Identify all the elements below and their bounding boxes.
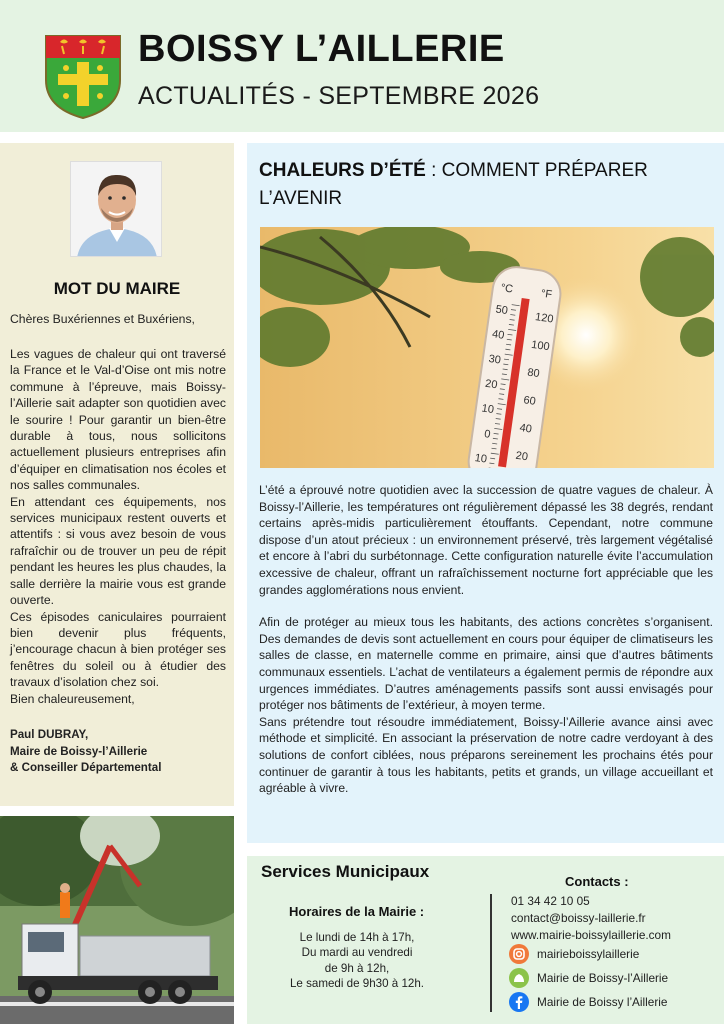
facebook-link[interactable] [509,992,667,1012]
page-subtitle: ACTUALITÉS - SEPTEMBRE 2026 [138,82,540,110]
instagram-icon [509,944,529,964]
mayor-name: Paul DUBRAY, [10,728,89,741]
celsius-tick-label: 40 [491,328,506,342]
website-link[interactable]: www.mairie-boissylaillerie.com [511,927,671,942]
hours-line: Du mardi au vendredi [301,946,413,960]
header-banner [0,0,724,132]
hours-line: de 9h à 12h, [324,961,390,975]
hours-line: Le samedi de 9h30 à 12h. [289,977,425,991]
celsius-tick-label: 30 [487,353,502,367]
article-title [259,157,699,213]
mayor-role-secondary: & Conseiller Départemental [10,761,162,774]
celsius-tick-label: 10 [480,402,495,417]
page-title: BOISSY L’AILLERIE [138,28,505,70]
instagram-link[interactable] [509,944,639,964]
mayor-paragraph: Les vagues de chaleur qui ont traversé la France et le Val-d’Oise ont mis notre commune à l’épreuve, mais Boissy-l’Aillerie sait adapter son quotidien avec le sourire ! Pour garantir un bien-être durable à tous, nous sollicitons actuellement plusieurs entreprises afin d’équiper en climatisation nos écoles et nos salles communales. [10,347,226,493]
facebook-icon [509,992,529,1012]
fahrenheit-tick-label: 40 [518,421,533,436]
opening-hours [277,930,437,992]
mayor-role: Maire de Boissy-l’Aillerie [10,744,148,758]
celsius-tick-label: 10 [473,452,488,466]
article-paragraph: L’été a éprouvé notre quotidien avec la succession de quatre vagues de chaleur. À Boissy-l’Aillerie, les températures ont régulièrement dépassé les 38 degrés, rendant certains après-midis particulièrement étouffants. Cependant, notre commune dispose d’un atout précieux : un environnement préservé, très largement végétalisé et encore à l’abri du surbétonnage. Cette configuration naturelle évite l’accumulation excessive de chaleur, offrant un rafraîchissement nocturne fort appréciable que les grandes agglomérations nous envient. [259,483,713,597]
article-paragraph: Sans prétendre tout résoudre immédiatement, Boissy-l’Aillerie avance ainsi avec méthode et simplicité. En associant la préservation de notre cadre verdoyant à des solutions de confort ciblées, nous préparons sereinement les prochains étés pour continuer de garantir à tous les habitants, petits et grands, un village accueillant et agréable à vivre. [259,714,713,796]
mayor-message-panel [0,143,234,806]
fahrenheit-tick-label: 80 [526,366,541,381]
fahrenheit-unit-label: °F [540,287,553,302]
town-crest-logo [44,34,122,120]
mayor-greeting: Chères Buxériennes et Buxériens, [10,312,195,326]
hours-line: Le lundi de 14h à 17h, [299,931,415,944]
services-panel [247,856,724,1024]
article-body [259,482,713,797]
contacts-title: Contacts : [565,874,629,889]
fahrenheit-tick-label: 60 [522,394,537,408]
main-article [247,143,724,843]
article-title-bold: CHALEURS D’ÉTÉ [259,160,426,181]
email-link[interactable]: contact@boissy-laillerie.fr [511,910,646,925]
app-icon [509,968,529,988]
mayor-paragraph: Bien chaleureusement, [10,691,135,706]
mayor-paragraph: Ces épisodes caniculaires pourraient bien devenir plus fréquents, j’encourage chacun à bien protéger ses fenêtres du soleil ou à étudier des travaux d’isolation chez soi. [10,609,226,690]
divider [490,894,492,1012]
heat-thermometer-photo [260,227,714,468]
facebook-label: Mairie de Boissy l’Aillerie [537,995,668,1009]
celsius-tick-label: 0 [483,428,492,441]
mayor-portrait [70,161,162,257]
instagram-label: mairieboissylaillerie [537,947,640,961]
mayor-signature [10,727,230,777]
mayor-heading: MOT DU MAIRE [53,279,181,298]
celsius-unit-label: °C [499,282,514,296]
mayor-paragraph: En attendant ces équipements, nos services municipaux restent ouverts et attentifs : si vous avez besoin de vous rafraîchir ou de trouver un peu de répit pendant les heures les plus chaudes, la salle derrière la mairie vous est grande ouverte. [10,494,226,608]
hours-title: Horaires de la Mairie : [289,904,425,919]
mayor-letter [10,346,226,707]
services-heading: Services Municipaux [261,862,430,881]
article-title-rest: : COMMENT PRÉPARER L’AVENIR [259,160,648,209]
article-paragraph: Afin de protéger au mieux tous les habitants, des actions concrètes s’organisent. Des demandes de devis sont actuellement en cours pour équiper de climatiseurs les salles de classe, en maternelle comme en primaire, ainsi que d’autres bâtiments communaux essentiels. L’achat de ventilateurs a également permis de répondre aux urgences immédiates. D’autres aménagements passifs sont aussi envisagés pour protéger nos bâtiments de l’extérieur, à moyen terme. [259,615,713,713]
celsius-tick-label: 50 [494,303,509,318]
municipal-truck-photo [0,816,234,1024]
app-label: Mairie de Boissy-l’Aillerie [537,971,669,985]
phone-number[interactable]: 01 34 42 10 05 [511,894,590,908]
contact-lines [511,893,671,943]
fahrenheit-tick-label: 100 [530,338,551,354]
app-link[interactable] [509,968,668,988]
fahrenheit-tick-label: 120 [534,311,555,326]
fahrenheit-tick-label: 20 [514,449,529,464]
celsius-tick-label: 20 [484,377,499,392]
